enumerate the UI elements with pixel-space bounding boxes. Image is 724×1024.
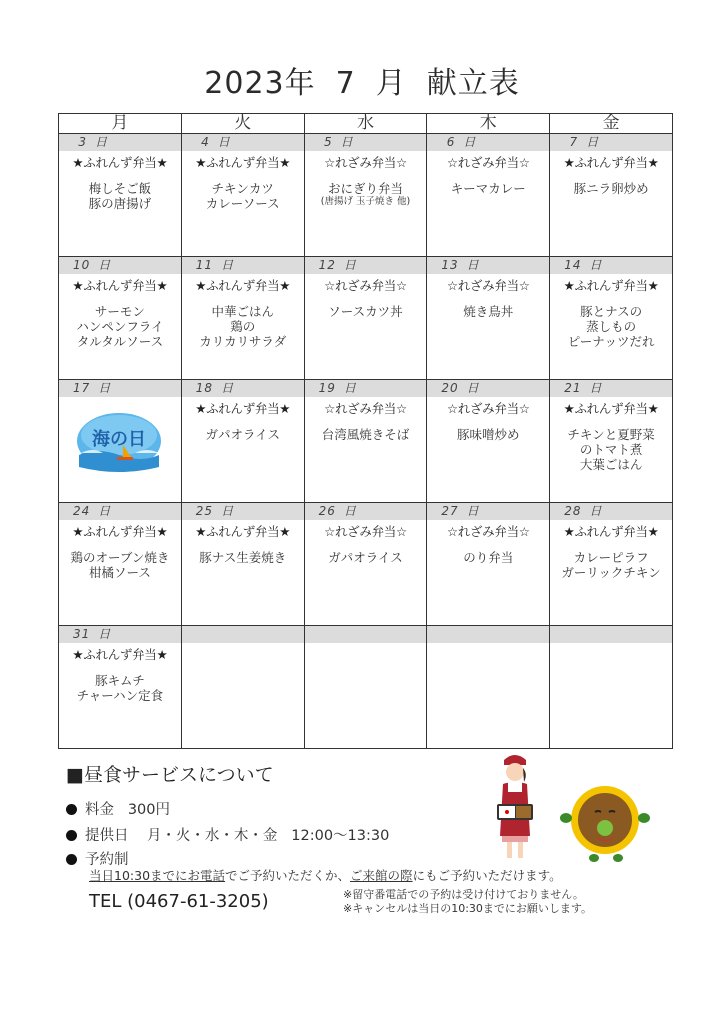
day-cell-content [182,503,304,625]
menu-line: 豚ニラ卵炒め [573,181,649,196]
day-cell-content [427,257,549,379]
date-unit: 日 [343,381,357,395]
menu-line: タルタルソース [76,334,164,349]
day-cell [304,380,427,503]
date-number: 4 [201,135,210,149]
day-cell-content [550,257,672,379]
day-cell-content [182,380,304,502]
date-bar [427,257,549,274]
menu-line: サーモン [94,304,145,319]
menu-items [550,427,672,472]
bento-type: ☆れざみ弁当☆ [324,155,407,170]
menu-line: カレーソース [205,196,280,211]
menu-line: 中華ごはん [211,304,274,319]
day-cell-content [182,257,304,379]
date-number: 19 [318,381,336,395]
date-bar [182,626,304,643]
reservation-label: 予約制 [85,852,129,868]
date-unit: 日 [221,504,235,518]
bento-type: ★ふれんず弁当★ [72,647,168,662]
day-cell [427,380,550,503]
date-number: 25 [195,504,214,518]
price-row [66,798,170,819]
date-number: 3 [78,135,87,149]
date-unit: 日 [586,135,600,149]
date-bar [182,503,304,520]
menu-line: ガパオライス [328,550,403,565]
date-number: 7 [569,135,579,149]
day-cell-content [550,134,672,256]
date-number: 13 [441,258,459,272]
date-unit: 日 [343,258,357,272]
bento-type: ★ふれんず弁当★ [72,524,168,539]
date-unit: 日 [466,258,480,272]
date-unit: 日 [221,258,235,272]
menu-items [550,304,672,349]
day-cell-content [305,380,427,502]
date-bar [550,380,672,397]
menu-line: 大葉ごはん [579,457,643,472]
menu-line: ガーリックチキン [561,565,661,580]
date-unit: 日 [98,381,112,395]
menu-line: 豚キムチ [95,673,145,688]
remark-cancel: ※キャンセルは当日の10:30までにお願いします。 [343,902,593,915]
note-underlined-2: ご来館の際 [350,868,413,883]
date-unit: 日 [589,504,603,518]
date-unit: 日 [463,135,477,149]
menu-items [427,427,549,442]
day-cell [59,134,182,257]
day-cell-content [427,380,549,502]
menu-line: ソースカツ丼 [328,304,403,319]
menu-items [59,550,181,580]
menu-items [550,181,672,196]
bullet-icon [66,854,77,865]
menu-line: のり弁当 [463,550,514,565]
day-cell [550,257,673,380]
weekday-fri: 金 [550,114,673,134]
menu-items [59,304,181,349]
remark-voicemail: ※留守番電話での予約は受け付けておりません。 [343,888,584,901]
date-bar [427,134,549,151]
weekday-mon: 月 [59,114,182,134]
menu-items [305,427,427,442]
date-bar [182,380,304,397]
date-bar [59,626,181,643]
menu-items [59,673,181,703]
menu-items [182,427,304,442]
day-cell-content [305,134,427,256]
day-cell [427,626,550,749]
bullet-icon [66,830,77,841]
bento-type: ☆れざみ弁当☆ [324,524,407,539]
menu-items [550,550,672,580]
date-bar [305,134,427,151]
date-unit: 日 [466,504,480,518]
bento-type: ★ふれんず弁当★ [563,155,659,170]
menu-line: ガパオライス [205,427,280,442]
days-value: 月・火・水・木・金 [146,828,278,844]
date-unit: 日 [98,504,112,518]
day-cell [304,503,427,626]
day-cell [304,134,427,257]
bento-type: ★ふれんず弁当★ [72,278,168,293]
menu-line: 豚の唐揚げ [88,196,152,211]
week-row [59,626,673,749]
date-number: 20 [441,381,459,395]
date-bar [550,134,672,151]
date-number: 14 [564,258,582,272]
date-bar [305,626,427,643]
bento-type: ★ふれんず弁当★ [72,155,168,170]
weekday-header-row [59,114,673,134]
date-number: 17 [73,381,91,395]
price-label: 料金 [85,802,114,818]
date-unit: 日 [95,135,109,149]
date-bar [59,503,181,520]
day-cell-content [59,626,181,748]
bento-type: ★ふれんず弁当★ [195,524,291,539]
menu-line: ピーナッツだれ [567,334,655,349]
day-cell-content [59,503,181,625]
bento-type: ★ふれんず弁当★ [563,401,659,416]
date-number: 11 [195,258,214,272]
day-cell-content [427,503,549,625]
date-number: 27 [441,504,459,518]
sunflower-mascot-icon [560,780,650,865]
date-bar [550,626,672,643]
title-month: 7 [335,66,356,101]
date-unit: 日 [589,381,603,395]
day-cell [427,134,550,257]
date-unit: 日 [221,381,235,395]
date-number: 12 [318,258,336,272]
week-row [59,257,673,380]
day-cell [59,503,182,626]
umi-no-hi-icon [75,411,163,475]
day-cell-content [550,626,672,748]
bento-type: ☆れざみ弁当☆ [446,401,530,416]
week-row [59,380,673,503]
date-number: 26 [318,504,336,518]
days-label: 提供日 [85,828,129,844]
menu-line: チャーハン定食 [76,688,164,703]
menu-note: (唐揚げ 玉子焼き 他) [320,196,411,207]
date-bar [305,503,427,520]
bento-type: ★ふれんず弁当★ [563,524,659,539]
price-value: 300円 [127,802,171,818]
day-cell [550,626,673,749]
page-title [0,58,724,102]
weekday-thu: 木 [427,114,550,134]
date-unit: 日 [98,258,112,272]
day-cell [304,626,427,749]
day-cell-content [59,380,181,502]
day-cell [59,257,182,380]
day-cell [59,380,182,503]
day-cell-content [550,503,672,625]
bento-type: ★ふれんず弁当★ [563,278,659,293]
date-number: 18 [195,381,214,395]
menu-line: 鶏の [230,319,256,334]
date-bar [182,257,304,274]
phone-number: TEL (0467-61-3205) [89,891,269,912]
date-bar [305,257,427,274]
title-year: 2023年 [204,66,316,101]
date-bar [550,503,672,520]
day-cell-content [59,257,181,379]
date-number: 24 [73,504,91,518]
menu-items [305,181,427,208]
menu-line: 豚味噌炒め [457,427,520,442]
menu-line: 蒸しもの [586,319,637,334]
bento-type: ★ふれんず弁当★ [195,155,291,170]
date-bar [550,257,672,274]
menu-line: 豚とナスの [580,304,643,319]
menu-line: カレーピラフ [573,550,649,565]
day-cell [59,626,182,749]
day-cell [550,134,673,257]
remarks [343,888,592,916]
date-unit: 日 [589,258,603,272]
date-bar [427,503,549,520]
svg-text:海の日: 海の日 [92,429,146,450]
info-heading: ■昼食サービスについて [66,764,274,786]
day-cell [427,257,550,380]
date-bar [427,380,549,397]
menu-line: チキンと夏野菜 [567,427,655,442]
day-cell [304,257,427,380]
date-bar [59,134,181,151]
date-unit: 日 [98,627,112,641]
week-row [59,134,673,257]
menu-items [59,181,181,211]
day-cell-content [305,626,427,748]
day-cell-content [427,626,549,748]
date-bar [182,134,304,151]
date-number: 21 [564,381,582,395]
day-cell-content [550,380,672,502]
menu-items [427,550,549,565]
date-bar [305,380,427,397]
day-cell [550,503,673,626]
bento-type: ★ふれんず弁当★ [195,278,291,293]
date-number: 31 [73,627,91,641]
bento-type: ☆れざみ弁当☆ [446,524,530,539]
day-cell [181,134,304,257]
menu-items [305,550,427,565]
menu-line: のトマト煮 [579,442,643,457]
note-underlined-1: 当日10:30までにお電話 [89,868,226,883]
hours-value: 12:00～13:30 [291,828,390,844]
day-cell-content [427,134,549,256]
reservation-note [89,866,562,884]
days-row [66,824,389,845]
lunch-service-info [66,760,274,787]
date-unit: 日 [340,135,354,149]
day-cell [550,380,673,503]
bento-type: ☆れざみ弁当☆ [324,278,407,293]
menu-line: 鶏のオーブン焼き [70,550,170,565]
day-cell-content [305,503,427,625]
menu-line: 焼き鳥丼 [463,304,514,319]
bento-type: ☆れざみ弁当☆ [446,278,530,293]
day-cell [181,503,304,626]
menu-items [427,181,549,196]
menu-line: 台湾風焼きそば [321,427,410,442]
day-cell-content [182,134,304,256]
bento-staff-icon [490,752,540,862]
date-bar [59,257,181,274]
bullet-icon [66,804,77,815]
day-cell [427,503,550,626]
day-cell [181,380,304,503]
date-unit: 日 [466,381,480,395]
bento-type: ★ふれんず弁当★ [195,401,291,416]
day-cell [181,257,304,380]
menu-line: おにぎり弁当 [327,181,403,196]
menu-items [305,304,427,319]
day-cell-content [182,626,304,748]
day-cell [181,626,304,749]
week-row [59,503,673,626]
date-number: 28 [564,504,582,518]
title-label: 献立表 [426,66,520,101]
weekday-tue: 火 [181,114,304,134]
bento-type: ☆れざみ弁当☆ [446,155,530,170]
date-number: 5 [323,135,333,149]
date-unit: 日 [343,504,357,518]
menu-line: チキンカツ [211,181,274,196]
menu-items [182,181,304,211]
menu-line: ハンペンフライ [76,319,164,334]
date-unit: 日 [217,135,231,149]
menu-line: 柑橘ソース [88,565,151,580]
date-bar [59,380,181,397]
menu-line: カリカリサラダ [199,334,287,349]
menu-line: 豚ナス生姜焼き [199,550,287,565]
day-cell-content [305,257,427,379]
menu-line: 梅しそご飯 [88,181,152,196]
date-number: 6 [446,135,456,149]
note-text-2: にもご予約いただけます。 [412,868,562,883]
note-text-1: でご予約いただくか、 [225,868,351,883]
weekday-wed: 水 [304,114,427,134]
menu-calendar [58,113,673,749]
menu-line: キーマカレー [450,181,526,196]
menu-items [182,550,304,565]
bento-type: ☆れざみ弁当☆ [324,401,407,416]
menu-items [182,304,304,349]
title-month-unit: 月 [375,66,407,101]
date-number: 10 [73,258,91,272]
date-bar [427,626,549,643]
day-cell-content [59,134,181,256]
menu-items [427,304,549,319]
